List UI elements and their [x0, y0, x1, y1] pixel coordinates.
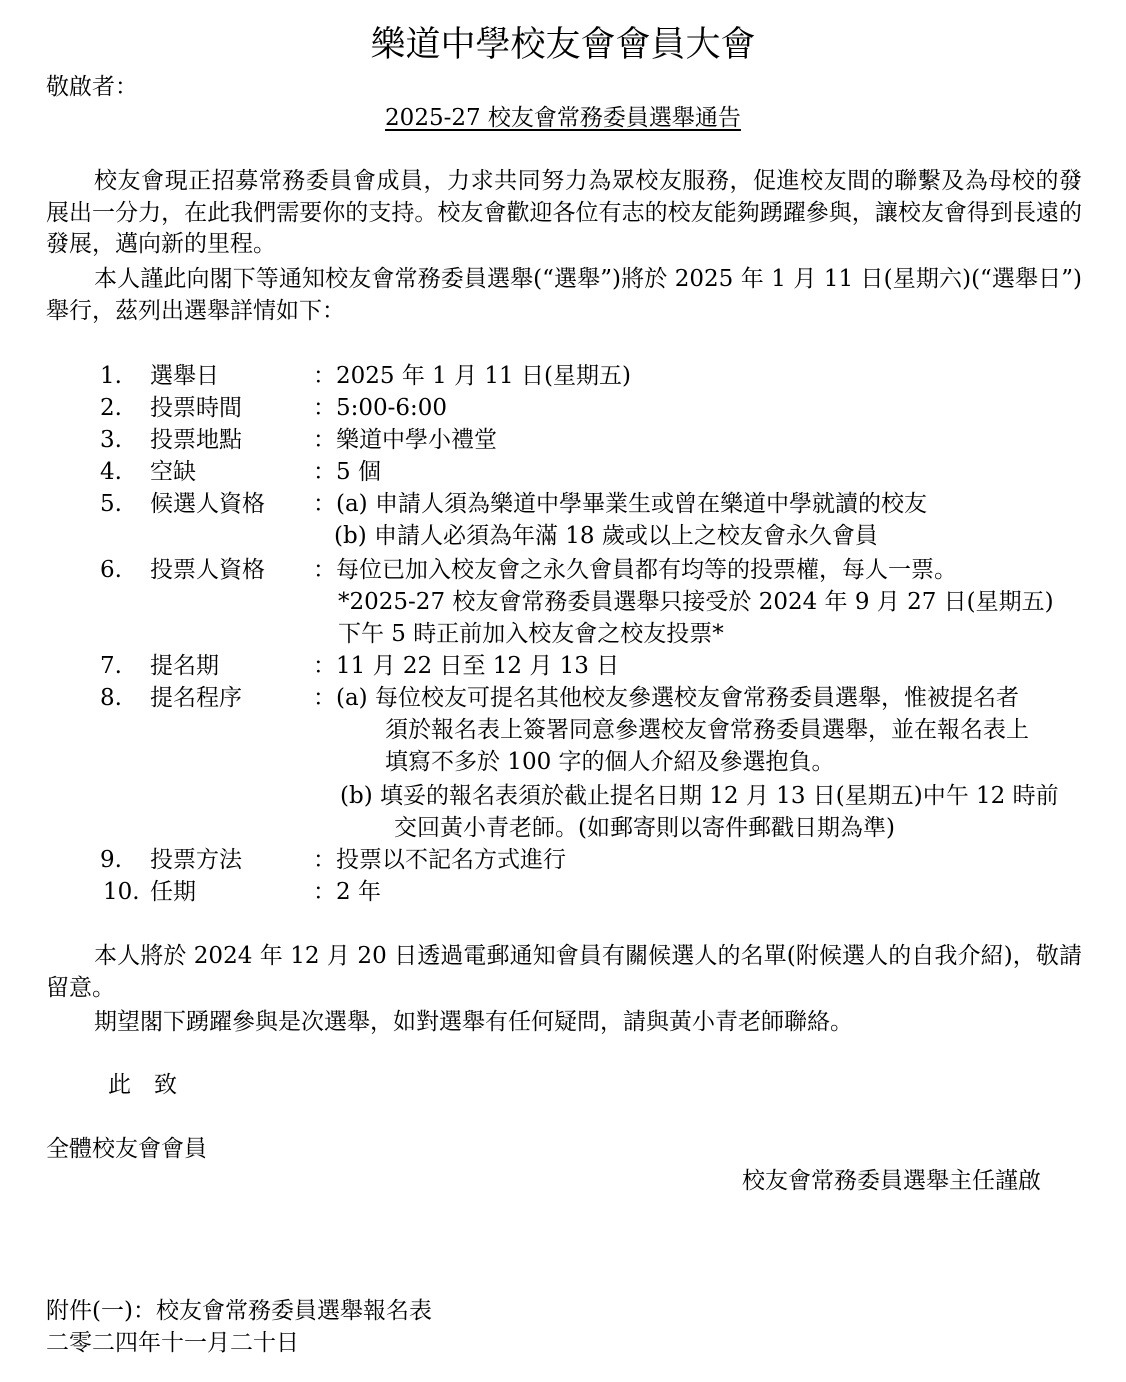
item-label: 提名程序 [150, 685, 242, 711]
item-number: 5. [100, 491, 122, 517]
item-label: 投票人資格 [150, 557, 265, 583]
regards: 此 致 [108, 1072, 177, 1098]
item-label: 空缺 [150, 459, 196, 485]
item-value: ：樂道中學小禮堂 [313, 427, 497, 453]
closing-paragraph-2: 期望閣下踴躍參與是次選舉，如對選舉有任何疑問，請與黃小青老師聯絡。 [94, 1009, 853, 1035]
closing-paragraph-1: 本人將於 2024 年 12 月 20 日透過電郵通知會員有關候選人的名單(附候選人的自我介紹)，敬請留意。 [46, 943, 1082, 1001]
item-number: 1. [100, 363, 122, 389]
intro-paragraph-1: 校友會現正招募常務委員會成員，力求共同努力為眾校友服務，促進校友間的聯繫及為母校的發展出一分力，在此我們需要你的支持。校友會歡迎各位有志的校友能夠踴躍參與，讓校友會得到長遠的發展，邁向新的里程。 [46, 168, 1082, 257]
item-label: 候選人資格 [150, 491, 265, 517]
item-label: 投票方法 [150, 847, 242, 873]
issue-date: 二零二四年十一月二十日 [46, 1330, 299, 1356]
item-label: 投票時間 [150, 395, 242, 421]
item-number: 4. [100, 459, 122, 485]
item-value: ：11 月 22 日至 12 月 13 日 [313, 653, 620, 679]
salutation: 敬啟者： [46, 74, 138, 100]
item-value: ：5:00-6:00 [313, 395, 448, 421]
item-value-continued: (b) 填妥的報名表須於截止提名日期 12 月 13 日(星期五)中午 12 時前 [340, 783, 1059, 809]
item-value: ：投票以不記名方式進行 [313, 847, 566, 873]
item-number: 3. [100, 427, 122, 453]
item-number: 6. [100, 557, 122, 583]
item-value: ：2025 年 1 月 11 日(星期五) [313, 363, 631, 389]
notice-subtitle [0, 103, 1126, 133]
item-number: 2. [100, 395, 122, 421]
item-value: ：2 年 [313, 879, 381, 905]
item-value: ：(a) 每位校友可提名其他校友參選校友會常務委員選舉，惟被提名者 [313, 685, 1019, 711]
item-label: 投票地點 [150, 427, 242, 453]
item-number: 10. [103, 879, 140, 905]
item-number: 9. [100, 847, 122, 873]
item-value-continued: (b) 申請人必須為年滿 18 歲或以上之校友會永久會員 [334, 523, 878, 549]
item-value-continued: 須於報名表上簽署同意參選校友會常務委員選舉，並在報名表上 [385, 717, 1029, 743]
notice-subtitle-text: 2025-27 校友會常務委員選舉通告 [385, 105, 741, 131]
document-title: 樂道中學校友會會員大會 [370, 25, 756, 65]
item-label: 選舉日 [150, 363, 219, 389]
recipient: 全體校友會會員 [46, 1136, 207, 1162]
item-value-continued: 交回黃小青老師。(如郵寄則以寄件郵戳日期為準) [394, 815, 895, 841]
item-number: 8. [100, 685, 122, 711]
item-value: ：(a) 申請人須為樂道中學畢業生或曾在樂道中學就讀的校友 [313, 491, 927, 517]
signature: 校友會常務委員選舉主任謹啟 [742, 1168, 1041, 1194]
item-value-continued: 填寫不多於 100 字的個人介紹及參選抱負。 [385, 749, 835, 775]
item-number: 7. [100, 653, 122, 679]
item-value-continued: *2025-27 校友會常務委員選舉只接受於 2024 年 9 月 27 日(星期五) [338, 589, 1054, 615]
item-label: 提名期 [150, 653, 219, 679]
item-value-continued: 下午 5 時正前加入校友會之校友投票* [338, 621, 724, 647]
intro-paragraph-2: 本人謹此向閣下等通知校友會常務委員選舉(“選舉”)將於 2025 年 1 月 11 日(星期六)(“選舉日”)舉行，茲列出選舉詳情如下： [46, 266, 1082, 324]
item-value: ：5 個 [313, 459, 381, 485]
item-value: ：每位已加入校友會之永久會員都有均等的投票權，每人一票。 [313, 557, 957, 583]
attachment-note: 附件(一)：校友會常務委員選舉報名表 [46, 1298, 432, 1324]
item-label: 任期 [150, 879, 196, 905]
